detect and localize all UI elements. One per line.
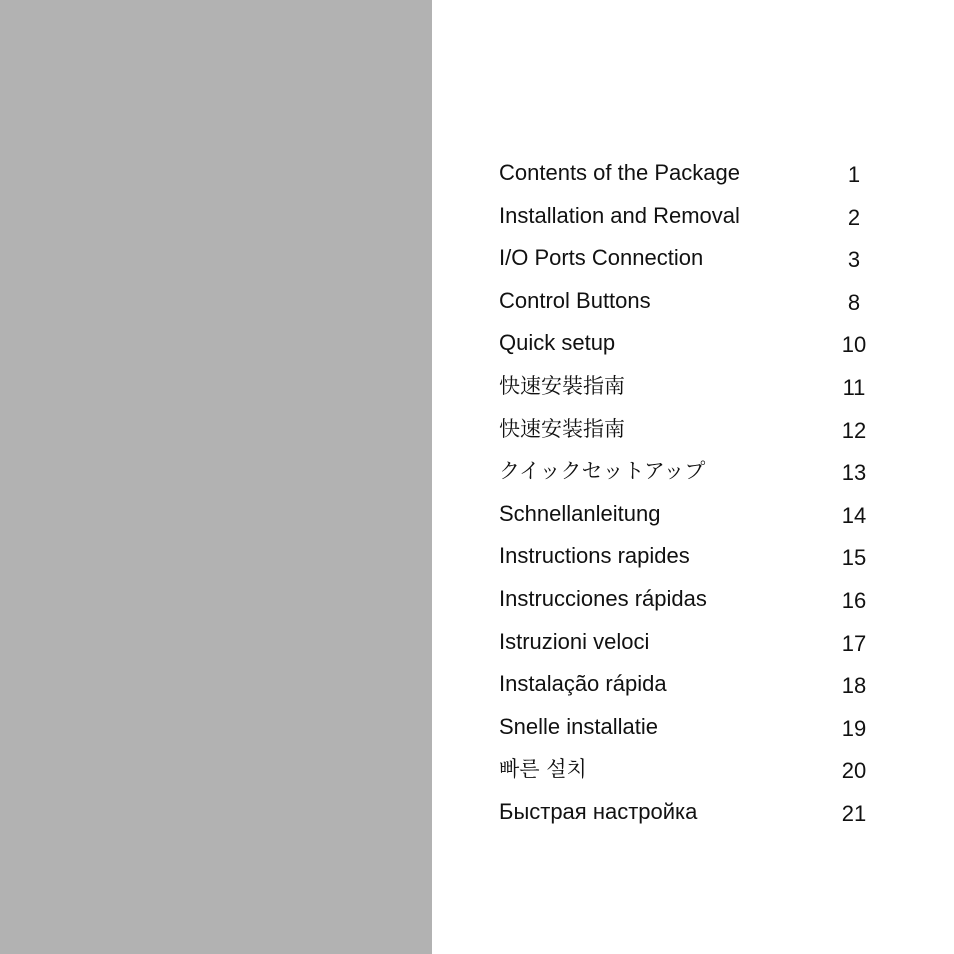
toc-entry-portuguese (499, 663, 899, 706)
toc-entry-title: Instructions rapides (499, 543, 690, 569)
toc-entry-title: I/O Ports Connection (499, 245, 704, 271)
toc-entry-page: 18 (841, 673, 867, 699)
toc-entry-korean (499, 748, 899, 791)
toc-entry-russian (499, 791, 899, 834)
toc-entry-dutch (499, 706, 899, 749)
toc-entry-page: 2 (847, 204, 861, 230)
toc-entry-page: 21 (841, 800, 867, 826)
toc-entry-japanese (499, 450, 899, 493)
toc-entry-title: Instalação rápida (499, 671, 667, 697)
toc-entry-control-buttons (499, 280, 899, 323)
toc-entry-title: Istruzioni veloci (499, 628, 650, 654)
toc-entry-page: 3 (847, 247, 861, 273)
toc-entry-page: 13 (841, 460, 867, 486)
toc-entry-title: Snelle installatie (499, 713, 658, 739)
toc-entry-title: 빠른 설치 (499, 757, 587, 782)
toc-entry-page: 8 (847, 289, 861, 315)
toc-entry-io-ports (499, 237, 899, 280)
toc-entry-title: Installation and Removal (499, 202, 740, 228)
toc-entry-german (499, 493, 899, 536)
toc-entry-page: 12 (841, 417, 867, 443)
toc-entry-page: 1 (847, 162, 861, 187)
toc-entry-title: Instrucciones rápidas (499, 585, 707, 611)
table-of-contents (499, 152, 899, 834)
toc-entry-quick-setup (499, 322, 899, 365)
toc-entry-italian (499, 621, 899, 664)
toc-entry-page: 15 (841, 545, 867, 571)
toc-entry-title: Control Buttons (499, 287, 651, 313)
toc-entry-title: 快速安裝指南 (499, 373, 625, 398)
toc-entry-page: 16 (841, 587, 867, 613)
toc-entry-traditional-chinese (499, 365, 899, 408)
toc-entry-page: 20 (841, 758, 867, 784)
toc-entry-installation-removal (499, 195, 899, 238)
gray-side-panel (0, 0, 432, 954)
toc-entry-title: Quick setup (499, 330, 616, 356)
toc-entry-page: 17 (841, 630, 867, 656)
toc-entry-french (499, 535, 899, 578)
toc-entry-title: 快速安装指南 (499, 416, 625, 441)
toc-entry-page: 19 (841, 715, 867, 741)
toc-entry-title: Быстрая настройка (499, 798, 698, 824)
toc-entry-spanish (499, 578, 899, 621)
toc-entry-title: クイックセットアップ (499, 459, 706, 484)
toc-entry-title: Contents of the Package (499, 160, 740, 185)
toc-entry-title: Schnellanleitung (499, 500, 661, 526)
toc-entry-page: 14 (841, 502, 867, 528)
toc-entry-contents-of-package (499, 152, 899, 195)
toc-entry-page: 10 (841, 332, 867, 358)
toc-entry-simplified-chinese (499, 408, 899, 451)
toc-entry-page: 11 (842, 374, 866, 400)
